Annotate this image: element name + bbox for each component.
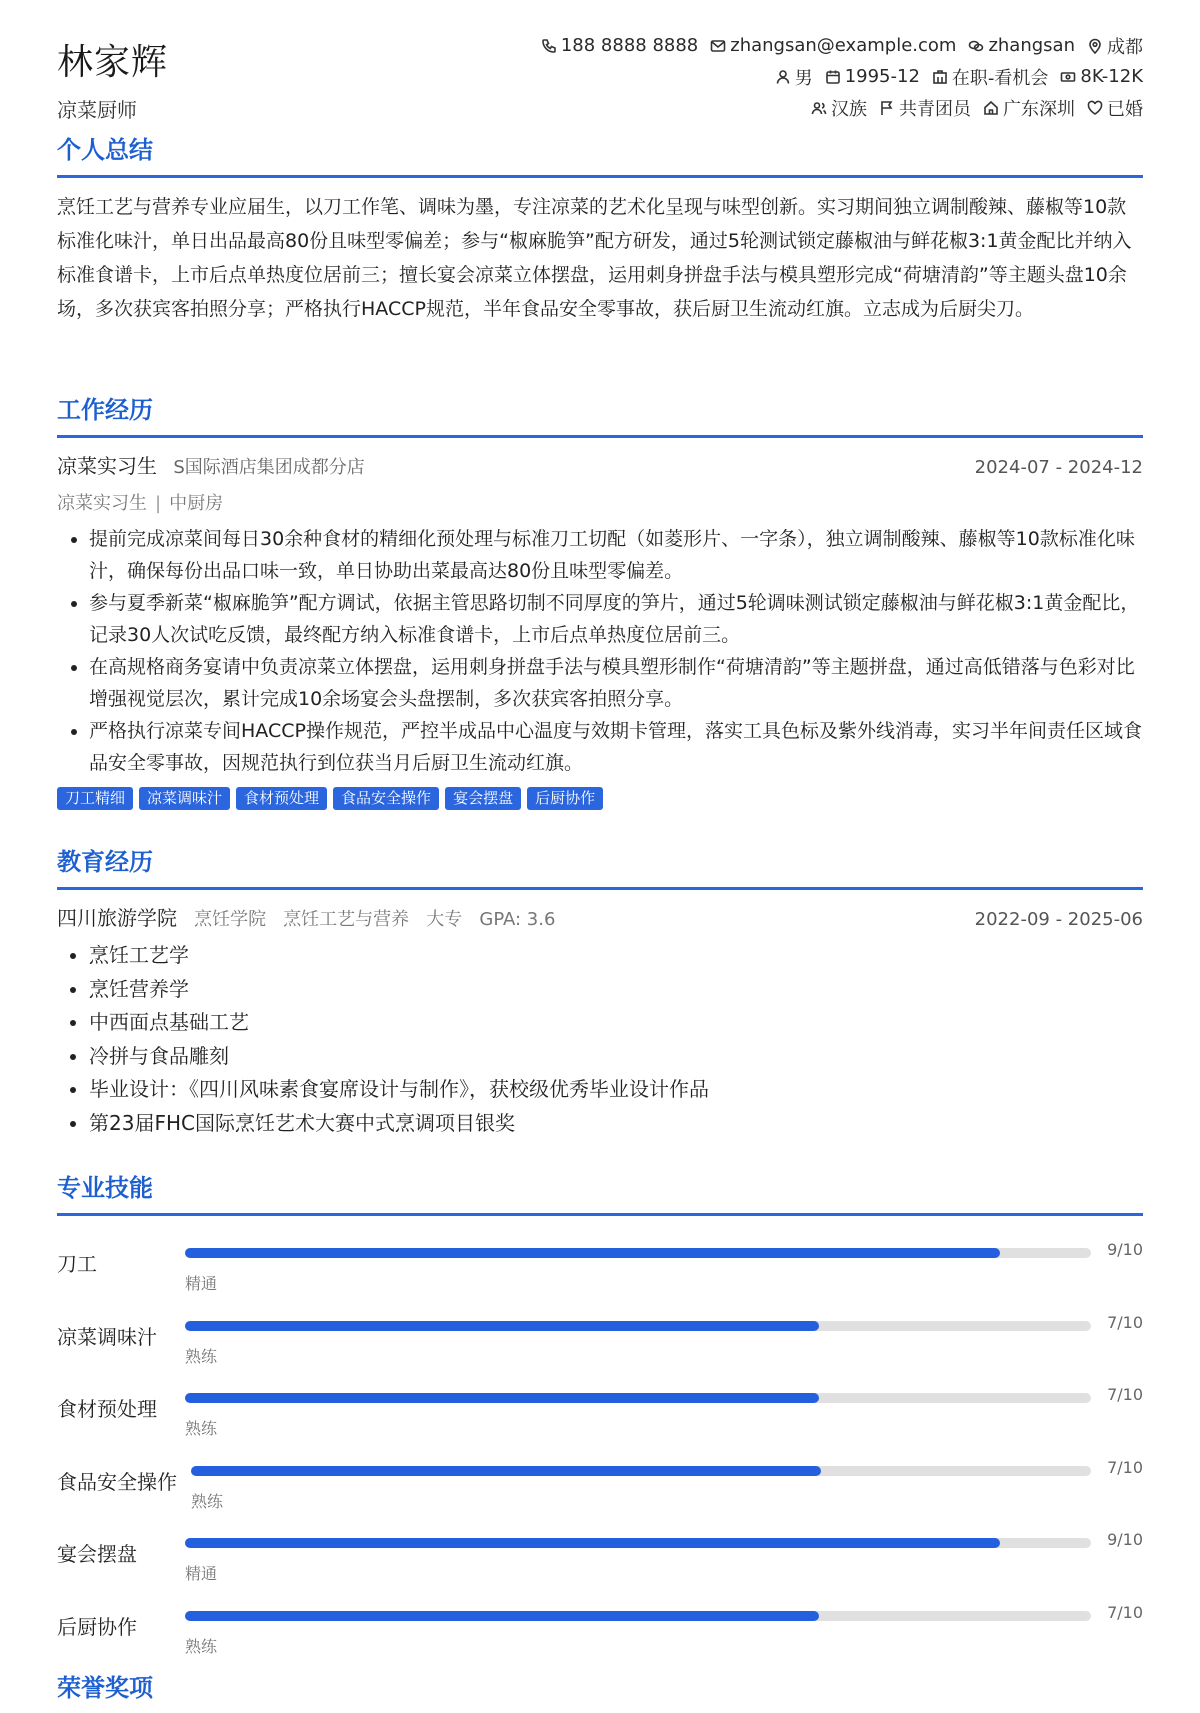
skill-name: 刀工 [57, 1252, 97, 1276]
job-header [57, 450, 1143, 479]
phone-item [541, 35, 698, 56]
job-title: 凉菜实习生 [57, 454, 157, 478]
skill-level: 熟练 [185, 1346, 218, 1366]
origin-item [983, 95, 1075, 121]
skill-row [57, 1516, 1143, 1589]
birth-text: 1995-12 [844, 66, 920, 87]
skill-score: 7/10 [1107, 1602, 1143, 1622]
summary-text: 烹饪工艺与营养专业应届生，以刀工作笔、调味为墨，专注凉菜的艺术化呈现与味型创新。实习期间独立调制酸辣、藤椒等10款标准化味汁，单日出品最高80份且味型零偏差；参与“椒麻脆笋”配方研发，通过5轮测试锁定藤椒油与鲜花椒3:1黄金配比并纳入标准食谱卡，上市后点单热度位居前三；擅长宴会凉菜立体摆盘，运用刺身拼盘手法与模具塑形完成“荷塘清韵”等主题头盘10余场，多次获宾客拍照分享；严格执行HACCP规范，半年食品安全零事故，获后厨卫生流动红旗。立志成为后厨尖刀。 [57, 196, 1132, 320]
skill-bar-fill [185, 1321, 819, 1331]
skill-tag: 刀工精细 [57, 787, 133, 810]
job-department: 中厨房 [169, 493, 224, 514]
skill-bar-fill [185, 1248, 1000, 1258]
skill-row [57, 1226, 1143, 1299]
job-bullet: • 严格执行凉菜专间HACCP操作规范，严控半成品中心温度与效期卡管理，落实工具色标及紫外线消毒，实习半年间责任区域食品安全零事故，因规范执行到位获当月后厨卫生流动红旗。 [89, 715, 1143, 779]
ethnicity-item [811, 95, 867, 121]
resume-header [57, 0, 1143, 125]
politics-item [879, 95, 971, 121]
skill-score: 7/10 [1107, 1385, 1143, 1404]
skill-tag: 宴会摆盘 [445, 787, 521, 810]
education-item: • 冷拼与食品雕刻 [89, 1040, 1143, 1074]
education-item: • 烹饪营养学 [89, 973, 1143, 1007]
section-title-work: 工作经历 [57, 390, 1143, 438]
skill-bar-track [185, 1321, 1091, 1331]
contact-row-1 [529, 30, 1143, 61]
email-text: zhangsan@example.com [730, 35, 957, 56]
candidate-name: 林家辉 [57, 42, 169, 83]
skill-score: 9/10 [1107, 1240, 1143, 1259]
skill-level: 熟练 [191, 1491, 224, 1511]
wechat-text: zhangsan [988, 35, 1075, 56]
job-subtitle [57, 489, 1143, 515]
heart-icon [1087, 100, 1103, 116]
skill-score: 9/10 [1107, 1530, 1143, 1549]
skill-score: 7/10 [1107, 1312, 1143, 1332]
school-name: 四川旅游学院 [57, 906, 177, 930]
marital-item [1087, 95, 1143, 121]
section-title-summary: 个人总结 [57, 130, 1143, 178]
skill-row [57, 1299, 1143, 1372]
flag-icon [879, 100, 895, 116]
job-bullets [57, 523, 1143, 779]
job-company: S国际酒店集团成都分店 [173, 457, 365, 478]
gender-text: 男 [794, 67, 813, 89]
skill-tag: 食品安全操作 [333, 787, 439, 810]
ethnicity-text: 汉族 [831, 98, 867, 120]
status-text: 在职-看机会 [951, 67, 1049, 89]
skill-name: 凉菜调味汁 [57, 1324, 157, 1349]
gpa-text: GPA: 3.6 [479, 909, 556, 930]
skill-bar-track [191, 1466, 1091, 1476]
education-header [57, 902, 1143, 931]
skill-bar-fill [185, 1393, 819, 1403]
origin-text: 广东深圳 [1003, 98, 1075, 120]
marital-text: 已婚 [1107, 98, 1143, 120]
skill-name: 后厨协作 [57, 1614, 137, 1639]
politics-text: 共青团员 [899, 98, 971, 120]
building-icon [932, 69, 948, 85]
education-item: • 中西面点基础工艺 [89, 1006, 1143, 1040]
contact-info [529, 30, 1143, 123]
job-tags [57, 787, 1143, 810]
skill-name: 食材预处理 [57, 1397, 157, 1421]
gender-item [775, 64, 813, 90]
users-icon [811, 100, 827, 116]
degree-text: 大专 [426, 909, 463, 930]
job-position: 凉菜实习生 [57, 493, 147, 514]
education-item: • 烹饪工艺学 [89, 939, 1143, 973]
skill-tag: 食材预处理 [236, 787, 327, 810]
skill-level: 精通 [185, 1274, 218, 1293]
education-section [57, 842, 1143, 1140]
contact-row-3 [529, 92, 1143, 123]
section-title-skills: 专业技能 [57, 1168, 1143, 1216]
skill-bar-fill [185, 1538, 1000, 1548]
skills-list [57, 1226, 1143, 1661]
education-item: • 第23届FHC国际烹饪艺术大赛中式烹调项目银奖 [89, 1107, 1143, 1141]
salary-item [1060, 66, 1143, 87]
user-icon [775, 69, 791, 85]
education-list [57, 939, 1143, 1140]
skill-bar-track [185, 1393, 1091, 1403]
honors-section [57, 1668, 1143, 1713]
section-title-honors: 荣誉奖项 [57, 1674, 153, 1702]
skill-row [57, 1371, 1143, 1444]
email-item [710, 35, 956, 56]
section-title-education: 教育经历 [57, 842, 1143, 890]
phone-icon [541, 38, 557, 54]
job-date: 2024-07 - 2024-12 [974, 457, 1143, 478]
skill-name: 食品安全操作 [57, 1469, 177, 1494]
skill-score: 7/10 [1107, 1457, 1143, 1477]
skill-bar-track [185, 1611, 1091, 1621]
job-bullet: • 提前完成凉菜间每日30余种食材的精细化预处理与标准刀工切配（如菱形片、一字条），独立调制酸辣、藤椒等10款标准化味汁，确保每份出品口味一致，单日协助出菜最高达80份且味型零偏差。 [89, 523, 1143, 587]
skill-level: 熟练 [185, 1636, 218, 1656]
wechat-item [968, 35, 1075, 56]
skill-tag: 凉菜调味汁 [139, 787, 230, 810]
skill-name: 宴会摆盘 [57, 1542, 137, 1566]
skill-row [57, 1589, 1143, 1662]
skill-bar-fill [185, 1611, 819, 1621]
education-item: • 毕业设计：《四川风味素食宴席设计与制作》，获校级优秀毕业设计作品 [89, 1073, 1143, 1107]
status-item [932, 64, 1049, 90]
job-bullet: • 在高规格商务宴请中负责凉菜立体摆盘，运用刺身拼盘手法与模具塑形制作“荷塘清韵”等主题拼盘，通过高低错落与色彩对比增强视觉层次，累计完成10余场宴会头盘摆制，多次获宾客拍照分享。 [89, 651, 1143, 715]
mail-icon [710, 38, 726, 54]
city-item [1087, 33, 1143, 59]
contact-row-2 [529, 61, 1143, 92]
salary-text: 8K-12K [1080, 66, 1143, 87]
skill-level: 精通 [185, 1564, 218, 1583]
work-section [57, 390, 1143, 810]
location-pin-icon [1087, 38, 1103, 54]
money-icon [1060, 69, 1076, 85]
skill-row [57, 1444, 1143, 1517]
skills-section [57, 1168, 1143, 1661]
skill-tag: 后厨协作 [527, 787, 603, 810]
city-text: 成都 [1107, 36, 1143, 58]
major-name: 烹饪工艺与营养 [283, 909, 410, 930]
calendar-icon [825, 69, 841, 85]
candidate-role: 凉菜厨师 [57, 98, 137, 122]
wechat-icon [968, 38, 984, 54]
phone-text: 188 8888 8888 [560, 35, 699, 56]
summary-section [57, 130, 1143, 326]
job-bullet: • 参与夏季新菜“椒麻脆笋”配方调试，依据主管思路切制不同厚度的笋片，通过5轮调味测试锁定藤椒油与鲜花椒3:1黄金配比，记录30人次试吃反馈，最终配方纳入标准食谱卡，上市后点单热度位居前三。 [89, 587, 1143, 651]
skill-bar-track [185, 1538, 1091, 1548]
skill-level: 熟练 [185, 1419, 218, 1438]
skill-bar-track [185, 1248, 1091, 1258]
job-sub-separator: | [155, 493, 162, 514]
birth-item [825, 66, 920, 87]
home-icon [983, 100, 999, 116]
education-date: 2022-09 - 2025-06 [974, 909, 1143, 930]
skill-bar-fill [191, 1466, 821, 1476]
college-name: 烹饪学院 [194, 909, 267, 930]
